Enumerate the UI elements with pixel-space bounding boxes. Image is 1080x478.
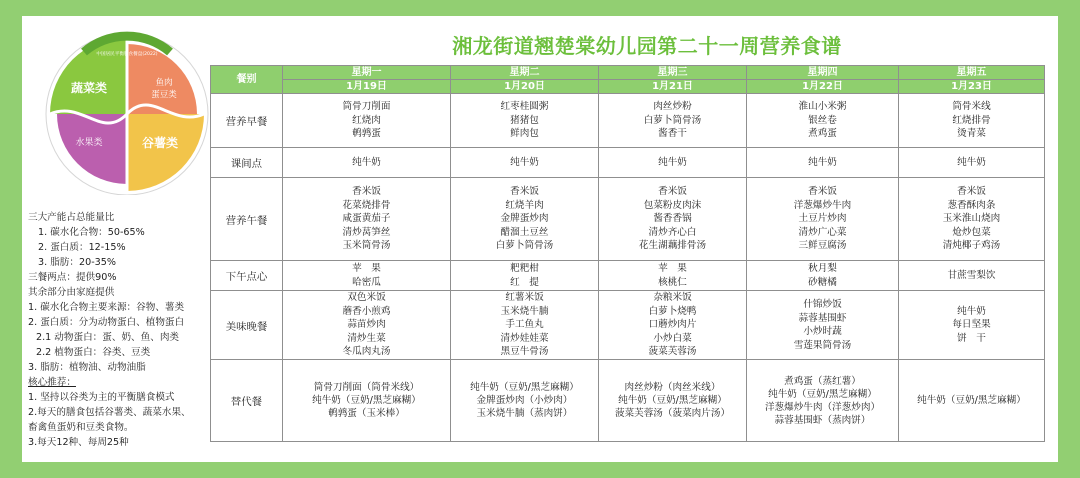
menu-row	[211, 261, 1045, 291]
menu-cell	[747, 291, 899, 360]
dish-item: 红烧肉	[352, 114, 381, 126]
dish-item: 白萝卜筒骨汤	[643, 114, 702, 126]
menu-cell	[747, 360, 899, 442]
plate-label-vegetables: 蔬菜类	[70, 81, 108, 95]
dish-item: 香米饭	[957, 186, 986, 198]
menu-cell	[599, 148, 747, 178]
day-date-fri: 1月23日	[899, 80, 1045, 94]
plate-top-label: 中国居民平衡膳食餐盘(2022)	[96, 52, 158, 57]
dish-item: 香米饭	[352, 186, 381, 198]
menu-cell	[451, 148, 599, 178]
dish-item: 砂糖橘	[808, 276, 837, 288]
dish-item: 花生湖藕排骨汤	[638, 240, 707, 252]
dish-item: 杂粮米饭	[653, 292, 692, 304]
menu-cell	[283, 178, 451, 261]
dish-item: 纯牛奶	[957, 156, 986, 168]
dish-item: 小炒时蔬	[803, 326, 842, 337]
dish-item: 肉丝炒粉	[653, 101, 692, 113]
dish-item: 香米饭	[808, 186, 837, 198]
dish-item: 纯牛奶（豆奶/黑芝麻糊）	[312, 395, 421, 406]
dish-item: 秋月梨	[808, 263, 837, 274]
menu-cell	[747, 94, 899, 148]
dish-item: 纯牛奶（豆奶/黑芝麻糊）	[618, 395, 727, 406]
dish-item: 白萝卜筒骨汤	[495, 240, 554, 252]
dish-item: 洋葱爆炒牛肉	[793, 199, 852, 211]
dish-item: 蒜蓉基围虾（蒸肉饼）	[774, 414, 871, 426]
dish-item: 雪莲果筒骨汤	[793, 339, 852, 351]
dish-item: 白萝卜烧鸭	[648, 305, 697, 317]
note-line: 3.每天12种、每周25种	[28, 437, 129, 448]
note-line: 2. 蛋白质：12-15%	[38, 242, 126, 253]
dish-item: 煮鸡蛋（蒸红薯）	[784, 375, 861, 387]
menu-cell	[899, 178, 1045, 261]
day-name-tue: 星期二	[451, 66, 599, 80]
dish-item: 小炒白菜	[653, 332, 692, 344]
menu-cell	[451, 94, 599, 148]
dish-item: 什锦炒饭	[803, 299, 842, 310]
dish-item: 葱香酥肉条	[947, 199, 996, 211]
menu-cell	[283, 94, 451, 148]
note-line: 三餐两点：提供90%	[28, 272, 117, 283]
dish-item: 包菜粉皮肉沫	[643, 199, 702, 211]
menu-cell	[599, 360, 747, 442]
nutrition-notes	[28, 210, 218, 450]
menu-cell	[899, 94, 1045, 148]
note-line: 其余部分由家庭提供	[28, 287, 115, 298]
dish-item: 醋溜土豆丝	[500, 226, 549, 238]
note-line: 畜禽鱼蛋奶和豆类食物。	[28, 422, 134, 433]
dish-item: 清炒娃娃菜	[500, 332, 549, 344]
menu-cell	[899, 291, 1045, 360]
dish-item: 哈密瓜	[352, 276, 381, 288]
day-name-wed: 星期三	[599, 66, 747, 80]
menu-cell	[283, 148, 451, 178]
plate-segment-grains	[127, 114, 204, 191]
dish-item: 花菜烧排骨	[342, 199, 391, 211]
dish-item: 清炒广心菜	[798, 226, 847, 238]
dish-item: 鹌鹑蛋（玉米棒）	[328, 408, 405, 419]
dish-item: 蒜蓉基围虾	[798, 312, 847, 324]
dish-item: 金牌蛋炒肉	[500, 213, 549, 225]
plate-chart	[42, 30, 212, 195]
dish-item: 金牌蛋炒肉（小炒肉）	[476, 395, 573, 406]
dish-item: 酱香香锅	[653, 213, 692, 225]
dish-item: 苹 果	[658, 263, 687, 274]
menu-row	[211, 360, 1045, 442]
dish-item: 筒骨刀削面	[342, 101, 391, 113]
dish-item: 饼 干	[957, 332, 986, 344]
day-date-tue: 1月20日	[451, 80, 599, 94]
menu-cell	[451, 261, 599, 291]
dish-item: 纯牛奶	[808, 156, 837, 168]
note-line: 2.每天的膳食包括谷薯类、蔬菜水果、	[28, 407, 191, 418]
dish-item: 清炒莴笋丝	[342, 226, 391, 238]
dish-item: 菠菜芙蓉汤	[648, 346, 697, 358]
note-line: 1. 坚持以谷类为主的平衡膳食模式	[28, 392, 175, 403]
meal-label: 营养午餐	[211, 178, 283, 261]
menu-row	[211, 291, 1045, 360]
weekly-menu-table	[210, 65, 1045, 442]
menu-cell	[451, 291, 599, 360]
dish-item: 冬瓜肉丸汤	[342, 346, 391, 358]
day-date-thu: 1月22日	[747, 80, 899, 94]
plate-label-protein-2: 蛋豆类	[151, 90, 177, 100]
meal-label: 课间点	[211, 148, 283, 178]
menu-cell	[283, 291, 451, 360]
dish-item: 烫青菜	[957, 128, 986, 140]
menu-poster	[22, 16, 1058, 462]
dish-item: 粑粑柑	[510, 263, 539, 274]
dish-item: 三鲜豆腐汤	[798, 240, 847, 252]
dish-item: 肉丝炒粉（肉丝米线）	[624, 382, 721, 393]
dish-item: 纯牛奶（豆奶/黑芝麻糊）	[470, 382, 579, 393]
dish-item: 纯牛奶（豆奶/黑芝麻糊）	[768, 388, 877, 400]
meal-label: 营养早餐	[211, 94, 283, 148]
plate-label-grains: 谷薯类	[141, 136, 179, 150]
menu-cell	[747, 178, 899, 261]
menu-cell	[899, 261, 1045, 291]
dish-item: 黑豆牛骨汤	[500, 346, 549, 358]
dish-item: 口蘑炒肉片	[648, 319, 697, 331]
dish-item: 双色米饭	[347, 292, 386, 304]
dish-item: 纯牛奶	[352, 156, 381, 168]
meal-label: 替代餐	[211, 360, 283, 442]
dish-item: 土豆片炒肉	[798, 213, 847, 225]
note-line: 2.1 动物蛋白：蛋、奶、鱼、肉类	[36, 332, 180, 343]
dish-item: 纯牛奶	[957, 305, 986, 317]
dish-item: 鲜肉包	[510, 128, 539, 140]
dish-item: 清炒生菜	[347, 332, 386, 344]
dish-item: 甘蔗雪梨饮	[947, 269, 996, 281]
dish-item: 煮鸡蛋	[808, 128, 837, 140]
plate-label-fruits: 水果类	[75, 138, 103, 148]
day-name-thu: 星期四	[747, 66, 899, 80]
menu-cell	[747, 261, 899, 291]
dish-item: 香米饭	[658, 186, 687, 198]
menu-cell	[599, 291, 747, 360]
day-name-mon: 星期一	[283, 66, 451, 80]
dish-item: 红枣桂圆粥	[500, 101, 549, 113]
dish-item: 淮山小米粥	[798, 101, 847, 113]
meal-label: 美味晚餐	[211, 291, 283, 360]
menu-cell	[451, 360, 599, 442]
meal-label: 下午点心	[211, 261, 283, 291]
dish-item: 红薯米饭	[505, 292, 544, 304]
dish-item: 纯牛奶（豆奶/黑芝麻糊）	[917, 395, 1026, 406]
menu-cell	[283, 360, 451, 442]
dish-item: 纯牛奶	[658, 156, 687, 168]
dish-item: 红烧羊肉	[505, 199, 544, 211]
menu-cell	[599, 94, 747, 148]
note-line: 2.2 植物蛋白：谷类、豆类	[36, 347, 151, 358]
menu-cell	[747, 148, 899, 178]
note-line: 3. 脂肪：20-35%	[38, 257, 116, 268]
dish-item: 猪猪包	[510, 114, 539, 126]
menu-row	[211, 94, 1045, 148]
dish-item: 银丝卷	[808, 114, 837, 126]
dish-item: 筒骨刀削面（筒骨米线）	[313, 382, 420, 393]
dish-item: 筒骨米线	[952, 101, 991, 113]
plate-label-protein-1: 鱼肉	[155, 78, 173, 88]
dish-item: 苹 果	[352, 263, 381, 274]
balanced-diet-plate	[42, 30, 212, 195]
note-line: 3. 脂肪：植物油、动物油脂	[28, 362, 146, 373]
day-date-wed: 1月21日	[599, 80, 747, 94]
dish-item: 蘑香小煎鸡	[342, 305, 391, 317]
menu-cell	[599, 261, 747, 291]
plate-segment-fruits	[57, 114, 127, 184]
dish-item: 红 提	[510, 276, 539, 288]
meal-header: 餐别	[211, 66, 283, 94]
dish-item: 清炖椰子鸡汤	[942, 240, 1001, 252]
note-line: 2. 蛋白质：分为动物蛋白、植物蛋白	[28, 317, 185, 328]
dish-item: 红烧排骨	[952, 114, 991, 126]
menu-cell	[899, 148, 1045, 178]
dish-item: 咸蛋黄茄子	[342, 213, 391, 225]
note-line: 1. 碳水化合物主要来源：谷物、薯类	[28, 302, 185, 313]
dish-item: 菠菜芙蓉汤（菠菜肉片汤）	[614, 408, 731, 419]
menu-row	[211, 148, 1045, 178]
dish-item: 清炒齐心白	[648, 226, 697, 238]
dish-item: 手工鱼丸	[505, 319, 544, 331]
dish-item: 玉米烧牛腩（蒸肉饼）	[476, 408, 573, 419]
dish-item: 玉米淮山烧肉	[942, 213, 1001, 225]
dish-item: 洋葱爆炒牛肉（洋葱炒肉）	[764, 401, 881, 413]
menu-cell	[283, 261, 451, 291]
dish-item: 鹌鹑蛋	[352, 128, 381, 140]
note-line: 1. 碳水化合物：50-65%	[38, 227, 145, 238]
day-date-mon: 1月19日	[283, 80, 451, 94]
page-title: 湘龙街道翘楚棠幼儿园第二十一周营养食谱	[452, 34, 842, 58]
note-line: 核心推荐：	[28, 377, 76, 388]
menu-cell	[451, 178, 599, 261]
dish-item: 每日坚果	[952, 319, 991, 331]
dish-item: 蒜苗炒肉	[347, 319, 386, 331]
dish-item: 酱香干	[658, 128, 687, 140]
dish-item: 炝炒包菜	[952, 226, 991, 238]
dish-item: 香米饭	[510, 186, 539, 198]
note-line: 三大产能占总能量比	[28, 212, 115, 223]
menu-cell	[899, 360, 1045, 442]
dish-item: 核桃仁	[658, 276, 687, 288]
dish-item: 玉米烧牛腩	[500, 305, 549, 317]
menu-row	[211, 178, 1045, 261]
dish-item: 纯牛奶	[510, 156, 539, 168]
menu-cell	[599, 178, 747, 261]
day-name-fri: 星期五	[899, 66, 1045, 80]
dish-item: 玉米筒骨汤	[342, 240, 391, 252]
